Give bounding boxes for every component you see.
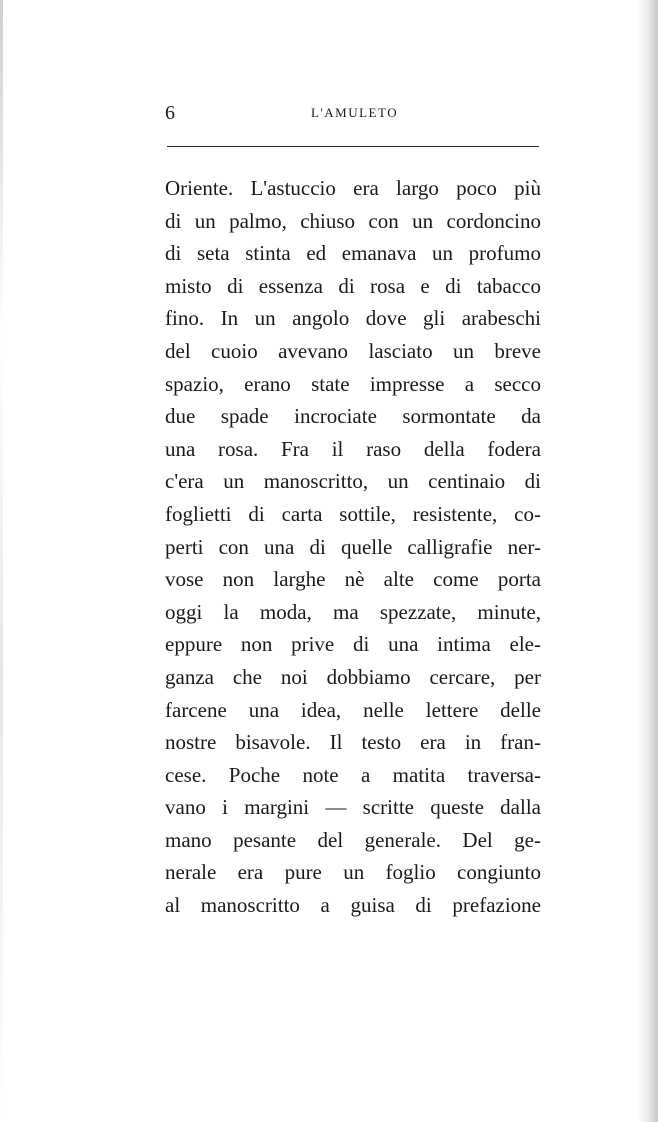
text-line: fino. In un angolo dove gli arabeschi — [165, 306, 541, 331]
scan-left-edge — [0, 0, 3, 1122]
text-line: farcene una idea, nelle lettere delle — [165, 697, 541, 722]
text-line: vano i margini — scritte queste dalla — [165, 795, 541, 820]
text-line: nerale era pure un foglio congiunto — [165, 860, 541, 885]
text-line: ganza che noi dobbiamo cercare, per — [165, 664, 541, 689]
text-line: perti con una di quelle calligrafie ner- — [165, 534, 541, 559]
text-line: eppure non prive di una intima ele- — [165, 632, 541, 657]
text-line: del cuoio avevano lasciato un breve — [165, 338, 541, 363]
scan-right-edge-shadow — [636, 0, 658, 1122]
body-text — [165, 172, 541, 922]
text-line: nostre bisavole. Il testo era in fran- — [165, 730, 541, 755]
text-line: mano pesante del generale. Del ge- — [165, 827, 541, 852]
text-line: oggi la moda, ma spezzate, minute, — [165, 599, 541, 624]
running-header — [165, 98, 540, 128]
text-line: spazio, erano state impresse a secco — [165, 371, 541, 396]
text-line: di seta stinta ed emanava un profumo — [165, 241, 541, 266]
text-line: cese. Poche note a matita traversa- — [165, 762, 541, 787]
running-title: L'AMULETO — [311, 105, 399, 120]
text-line: una rosa. Fra il raso della fodera — [165, 436, 541, 461]
text-line: vose non larghe nè alte come porta — [165, 567, 541, 592]
header-rule — [167, 146, 539, 147]
text-line: misto di essenza di rosa e di tabacco — [165, 273, 541, 298]
text-line: al manoscritto a guisa di prefazione — [165, 893, 541, 918]
text-line: c'era un manoscritto, un centinaio di — [165, 469, 541, 494]
text-line: due spade incrociate sormontate da — [165, 404, 541, 429]
text-line: Oriente. L'astuccio era largo poco più — [165, 176, 541, 200]
text-line: foglietti di carta sottile, resistente, co- — [165, 501, 541, 526]
text-line: di un palmo, chiuso con un cordoncino — [165, 208, 541, 233]
page-number: 6 — [165, 102, 175, 124]
